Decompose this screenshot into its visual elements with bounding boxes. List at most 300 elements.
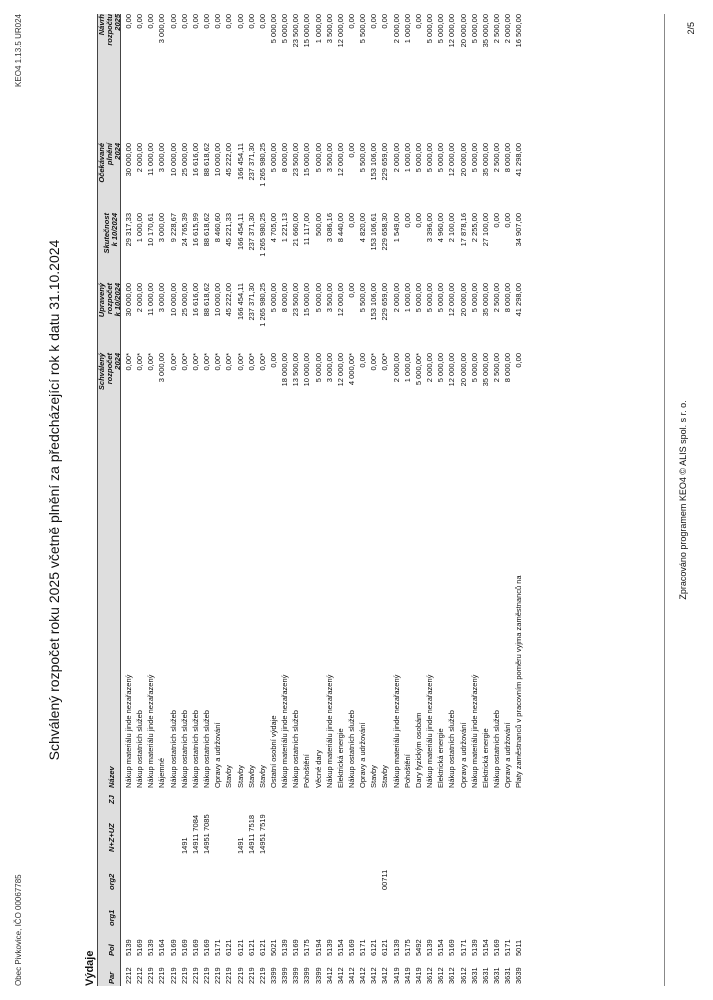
cell-actual: 2 255,00	[469, 213, 479, 243]
cell-actual: 4 705,00	[268, 213, 278, 243]
cell-proposal-2025: 12 000,00	[335, 14, 345, 48]
cell-approved-2024: 0,00*	[190, 353, 200, 371]
cell-adjusted: 15 000,00	[302, 283, 312, 317]
cell-paragraph: 3412	[347, 967, 356, 984]
col-header-adjusted-line2: rozpočet	[105, 283, 114, 315]
col-header-expected-line3: 2024	[113, 143, 122, 160]
cell-approved-2024: 1 000,00	[402, 353, 412, 383]
col-header-org2: org2	[107, 873, 116, 890]
cell-adjusted: 12 000,00	[335, 283, 345, 317]
cell-actual: 11 117,00	[302, 213, 312, 246]
cell-approved-2024: 12 000,00	[447, 353, 457, 387]
cell-name: Nákup materiálu jinde nezařazený	[280, 674, 290, 788]
cell-expected: 8 000,00	[503, 143, 513, 173]
cell-proposal-2025: 2 000,00	[391, 14, 401, 44]
cell-approved-2024: 0,00*	[168, 353, 178, 371]
cell-proposal-2025: 0,00	[190, 14, 200, 29]
col-header-org1: org1	[107, 909, 116, 926]
cell-name: Ostatní osobní výdaje	[268, 715, 278, 788]
cell-expected: 41 298,00	[514, 143, 524, 177]
cell-name: Nákup ostatních služeb	[135, 710, 145, 788]
cell-actual: 0,00	[347, 213, 356, 228]
cell-approved-2024: 13 500,00	[291, 353, 301, 387]
cell-item: 5169	[491, 939, 501, 956]
cell-adjusted: 16 616,00	[190, 283, 200, 317]
col-header-proposal-line2: rozpočtu	[105, 14, 114, 46]
cell-proposal-2025: 3 500,00	[324, 14, 334, 44]
cell-expected: 11 000,00	[146, 143, 156, 176]
cell-name: Nákup ostatních služeb	[168, 710, 178, 788]
cell-proposal-2025: 5 000,00	[436, 14, 446, 44]
cell-name: Nájemné	[157, 757, 167, 788]
cell-item: 5139	[124, 939, 133, 956]
cell-name: Nákup ostatních služeb	[347, 710, 356, 788]
table-row	[179, 0, 190, 1000]
col-header-adjusted-line1: Upravený	[97, 283, 106, 318]
cell-name: Nákup ostatních služeb	[202, 710, 212, 788]
cell-adjusted: 41 298,00	[514, 283, 524, 317]
cell-approved-2024: 18 000,00	[280, 353, 290, 387]
cell-proposal-2025: 20 000,00	[458, 14, 468, 48]
cell-item: 5171	[458, 939, 468, 956]
footer-rule	[664, 14, 665, 986]
cell-proposal-2025: 0,00	[146, 14, 156, 29]
cell-paragraph: 3631	[491, 967, 501, 984]
cell-actual: 3 000,00	[157, 213, 167, 243]
cell-paragraph: 3419	[402, 967, 412, 984]
table-row	[391, 0, 402, 1000]
cell-expected: 3 500,00	[324, 143, 334, 173]
cell-item: 5175	[302, 939, 312, 956]
cell-actual: 88 618,62	[202, 213, 212, 247]
cell-adjusted: 5 000,00	[436, 283, 446, 313]
cell-adjusted: 1 000,00	[402, 283, 412, 313]
cell-approved-2024: 0,00*	[369, 353, 379, 371]
table-row	[223, 0, 234, 1000]
cell-item: 5139	[391, 939, 401, 956]
cell-paragraph: 3631	[469, 967, 479, 984]
col-header-pol: Pol	[107, 944, 116, 956]
cell-actual: 229 658,30	[380, 213, 390, 251]
cell-item: 5139	[324, 939, 334, 956]
cell-paragraph: 3399	[291, 967, 301, 984]
cell-proposal-2025: 0,00	[213, 14, 223, 29]
cell-approved-2024: 2 500,00	[491, 353, 501, 383]
cell-approved-2024: 0,00*	[380, 353, 390, 371]
cell-expected: 1 000,00	[402, 143, 412, 173]
table-row	[324, 0, 335, 1000]
cell-proposal-2025: 5 000,00	[280, 14, 290, 44]
cell-proposal-2025: 0,00	[235, 14, 245, 29]
col-header-par: Par	[107, 971, 116, 984]
cell-proposal-2025: 1 000,00	[402, 14, 412, 44]
cell-proposal-2025: 0,00	[202, 14, 212, 29]
cell-approved-2024: 12 000,00	[335, 353, 345, 387]
col-header-approved-2024	[98, 353, 122, 415]
cell-item: 5164	[157, 939, 167, 956]
cell-name: Nákup materiálu jinde nezařazený	[391, 674, 401, 788]
cell-name: Nákup ostatních služeb	[491, 710, 501, 788]
cell-item: 5171	[503, 939, 513, 956]
cell-adjusted: 23 500,00	[291, 283, 301, 317]
cell-name: Nákup ostatních služeb	[179, 710, 189, 788]
col-header-approved-line2: rozpočet	[105, 353, 114, 385]
cell-paragraph: 3612	[447, 967, 457, 984]
table-row	[290, 0, 301, 1000]
cell-approved-2024: 0,00*	[135, 353, 145, 371]
cell-actual: 29 317,33	[124, 213, 133, 247]
cell-name: Platy zaměstnanců v pracovním poměru vyjma zaměstnanců na	[514, 575, 524, 788]
cell-paragraph: 3612	[425, 967, 435, 984]
cell-proposal-2025: 35 000,00	[480, 14, 490, 48]
cell-expected: 5 000,00	[313, 143, 323, 173]
table-row	[246, 0, 257, 1000]
cell-expected: 5 000,00	[425, 143, 435, 173]
cell-name: Opravy a udržování	[213, 722, 223, 788]
cell-approved-2024: 0,00	[514, 353, 524, 368]
cell-item: 6121	[369, 939, 379, 956]
cell-paragraph: 3412	[358, 967, 368, 984]
cell-adjusted: 30 000,00	[124, 283, 133, 317]
cell-actual: 8 440,00	[335, 213, 345, 243]
cell-name: Stavby	[380, 765, 390, 788]
col-header-zj: ZJ	[107, 795, 116, 804]
cell-approved-2024: 3 000,00	[324, 353, 334, 383]
cell-proposal-2025: 12 000,00	[447, 14, 457, 48]
cell-paragraph: 2212	[124, 967, 133, 984]
cell-paragraph: 3419	[413, 967, 423, 984]
page-number: 2/5	[686, 22, 696, 35]
cell-actual: 4 960,00	[436, 213, 446, 243]
cell-adjusted: 3 500,00	[324, 283, 334, 313]
cell-paragraph: 3412	[324, 967, 334, 984]
cell-name: Nákup ostatních služeb	[447, 710, 457, 788]
cell-expected: 3 000,00	[157, 143, 167, 173]
table-row	[301, 0, 312, 1000]
cell-actual: 0,00	[413, 213, 423, 228]
cell-expected: 30 000,00	[124, 143, 133, 177]
table-row	[190, 0, 201, 1000]
cell-actual: 237 371,30	[246, 213, 256, 251]
cell-paragraph: 3612	[436, 967, 446, 984]
cell-item: 5021	[268, 939, 278, 956]
cell-item: 5139	[425, 939, 435, 956]
col-header-nazev: Název	[107, 766, 116, 788]
cell-item: 5154	[480, 939, 490, 956]
cell-expected: 23 500,00	[291, 143, 301, 177]
cell-actual: 1 265 980,25	[257, 213, 267, 257]
cell-expected: 10 000,00	[168, 143, 178, 177]
table-row	[502, 0, 513, 1000]
cell-paragraph: 3399	[280, 967, 290, 984]
cell-actual: 0,00	[503, 213, 513, 228]
cell-expected: 1 265 980,25	[257, 143, 267, 187]
cell-name: Věcné dary	[313, 750, 323, 788]
col-header-expected	[98, 143, 122, 205]
cell-adjusted: 8 000,00	[280, 283, 290, 313]
table-row	[235, 0, 246, 1000]
cell-name: Opravy a udržování	[358, 722, 368, 788]
table-row	[212, 0, 223, 1000]
cell-actual: 9 228,67	[168, 213, 178, 243]
cell-approved-2024: 0,00	[358, 353, 368, 368]
cell-expected: 166 454,11	[235, 143, 245, 180]
cell-adjusted: 10 000,00	[168, 283, 178, 317]
cell-expected: 0,00	[347, 143, 356, 158]
cell-actual: 17 878,16	[458, 213, 468, 247]
cell-approved-2024: 0,00*	[257, 353, 267, 371]
cell-nzuz: 1491	[235, 837, 245, 854]
cell-item: 6121	[235, 939, 245, 956]
table-row	[469, 0, 480, 1000]
cell-adjusted: 3 000,00	[157, 283, 167, 313]
table-row	[379, 0, 390, 1000]
cell-nzuz: 14951 7085	[202, 814, 212, 854]
cell-adjusted: 166 454,11	[235, 283, 245, 320]
cell-adjusted: 12 000,00	[447, 283, 457, 317]
cell-paragraph: 3631	[480, 967, 490, 984]
cell-paragraph: 3412	[369, 967, 379, 984]
cell-approved-2024: 3 000,00	[157, 353, 167, 383]
cell-actual: 500,00	[313, 213, 323, 236]
cell-item: 5169	[447, 939, 457, 956]
cell-adjusted: 0,00	[347, 283, 356, 298]
cell-item: 5139	[146, 939, 156, 956]
cell-item: 5139	[280, 939, 290, 956]
cell-expected: 2 000,00	[391, 143, 401, 173]
cell-approved-2024: 0,00*	[146, 353, 156, 371]
cell-adjusted: 237 371,30	[246, 283, 256, 321]
cell-paragraph: 3412	[335, 967, 345, 984]
table-row	[368, 0, 379, 1000]
cell-name: Opravy a udržování	[458, 722, 468, 788]
cell-paragraph: 2219	[213, 967, 223, 984]
cell-item: 6121	[246, 939, 256, 956]
cell-approved-2024: 0,00	[268, 353, 278, 368]
cell-name: Nákup ostatních služeb	[291, 710, 301, 788]
col-header-expected-line1: Očekávané	[97, 143, 106, 183]
cell-actual: 27 100,00	[480, 213, 490, 247]
cell-paragraph: 3412	[380, 967, 390, 984]
cell-actual: 1 000,00	[135, 213, 145, 243]
cell-name: Stavby	[235, 765, 245, 788]
cell-item: 5169	[135, 939, 145, 956]
cell-expected: 15 000,00	[302, 143, 312, 177]
cell-item: 5169	[179, 939, 189, 956]
cell-approved-2024: 0,00*	[124, 353, 133, 371]
cell-approved-2024: 5 000,00*	[413, 353, 423, 386]
cell-adjusted: 5 500,00	[358, 283, 368, 313]
cell-approved-2024: 5 000,00	[313, 353, 323, 383]
col-header-proposal-line1: Návrh	[97, 14, 106, 36]
cell-item: 5175	[402, 939, 412, 956]
cell-expected: 35 000,00	[480, 143, 490, 177]
table-row	[424, 0, 435, 1000]
cell-nzuz: 14911 7518	[246, 814, 256, 854]
cell-paragraph: 2219	[146, 967, 156, 984]
cell-proposal-2025: 16 500,00	[514, 14, 524, 48]
cell-org2: 00711	[380, 869, 390, 890]
cell-actual: 34 907,00	[514, 213, 524, 247]
col-header-approved-line1: Schválený	[97, 353, 106, 391]
cell-item: 5154	[335, 939, 345, 956]
cell-actual: 4 820,00	[358, 213, 368, 243]
cell-proposal-2025: 2 000,00	[503, 14, 513, 44]
cell-item: 5154	[436, 939, 446, 956]
col-header-adjusted	[98, 283, 122, 345]
footer-text: Zpracováno programem KEO4 © ALIS spol. s r. o.	[678, 400, 688, 600]
cell-expected: 12 000,00	[447, 143, 457, 177]
col-header-proposal-2025	[98, 14, 122, 134]
cell-adjusted: 45 222,00	[224, 283, 234, 317]
cell-nzuz: 14911 7084	[190, 814, 200, 854]
cell-expected: 237 371,30	[246, 143, 256, 181]
cell-paragraph: 2219	[202, 967, 212, 984]
cell-expected: 5 000,00	[413, 143, 423, 173]
table-row	[201, 0, 212, 1000]
cell-paragraph: 3399	[302, 967, 312, 984]
cell-proposal-2025: 2 500,00	[491, 14, 501, 44]
cell-expected: 16 616,00	[190, 143, 200, 177]
cell-nzuz: 1491	[179, 837, 189, 854]
cell-item: 5169	[190, 939, 200, 956]
cell-adjusted: 8 000,00	[503, 283, 513, 313]
cell-expected: 5 000,00	[436, 143, 446, 173]
cell-name: Elektrická energie	[480, 728, 490, 788]
cell-paragraph: 3639	[514, 967, 524, 984]
cell-proposal-2025: 1 000,00	[313, 14, 323, 44]
cell-adjusted: 10 000,00	[213, 283, 223, 317]
cell-proposal-2025: 0,00	[179, 14, 189, 29]
table-row	[446, 0, 457, 1000]
cell-adjusted: 5 000,00	[469, 283, 479, 313]
table-row	[413, 0, 424, 1000]
table-row	[134, 0, 145, 1000]
cell-adjusted: 229 659,00	[380, 283, 390, 321]
cell-approved-2024: 35 000,00	[480, 353, 490, 387]
cell-item: 6121	[224, 939, 234, 956]
cell-adjusted: 2 500,00	[491, 283, 501, 313]
cell-paragraph: 2219	[168, 967, 178, 984]
cell-proposal-2025: 0,00	[124, 14, 133, 29]
cell-item: 5171	[213, 939, 223, 956]
col-header-actual-line2: k 10/2024	[110, 213, 119, 247]
cell-name: Pohoštění	[302, 754, 312, 788]
cell-name: Nákup materiálu jinde nezařazený	[324, 674, 334, 788]
cell-paragraph: 2219	[157, 967, 167, 984]
cell-item: 5492	[413, 939, 423, 956]
cell-adjusted: 153 106,00	[369, 283, 379, 321]
cell-adjusted: 25 000,00	[179, 283, 189, 317]
cell-actual: 45 221,33	[224, 213, 234, 247]
table-row	[357, 0, 368, 1000]
cell-approved-2024: 10 000,00	[302, 353, 312, 387]
col-header-expected-line2: plnění	[105, 143, 114, 166]
cell-name: Stavby	[257, 765, 267, 788]
cell-name: Pohoštění	[402, 754, 412, 788]
cell-adjusted: 2 000,00	[391, 283, 401, 313]
cell-approved-2024: 4 000,00*	[347, 353, 356, 386]
col-header-approved-line3: 2024	[113, 353, 122, 370]
cell-actual: 153 106,61	[369, 213, 379, 251]
cell-item: 5171	[358, 939, 368, 956]
cell-paragraph: 2219	[235, 967, 245, 984]
cell-actual: 1 221,13	[280, 213, 290, 243]
cell-name: Dary fyzickým osobám	[413, 712, 423, 788]
cell-name: Elektrická energie	[335, 728, 345, 788]
table-row	[513, 0, 524, 1000]
table-row	[279, 0, 290, 1000]
cell-proposal-2025: 5 000,00	[425, 14, 435, 44]
cell-expected: 5 000,00	[268, 143, 278, 173]
cell-proposal-2025: 15 000,00	[302, 14, 312, 48]
cell-actual: 2 100,00	[447, 213, 457, 243]
cell-adjusted: 5 000,00	[413, 283, 423, 313]
cell-proposal-2025: 0,00	[347, 14, 356, 29]
cell-approved-2024: 0,00*	[202, 353, 212, 371]
table-row	[123, 0, 134, 1000]
cell-actual: 24 765,39	[179, 213, 189, 247]
cell-expected: 12 000,00	[335, 143, 345, 177]
table-row	[435, 0, 446, 1000]
table-row	[335, 0, 346, 1000]
cell-adjusted: 20 000,00	[458, 283, 468, 317]
col-header-actual-line1: Skutečnost	[102, 213, 111, 254]
cell-approved-2024: 0,00*	[213, 353, 223, 371]
cell-proposal-2025: 23 500,00	[291, 14, 301, 48]
cell-actual: 0,00	[402, 213, 412, 228]
cell-proposal-2025: 0,00	[246, 14, 256, 29]
cell-actual: 16 615,99	[190, 213, 200, 247]
cell-approved-2024: 20 000,00	[458, 353, 468, 387]
cell-name: Stavby	[246, 765, 256, 788]
cell-proposal-2025: 5 000,00	[469, 14, 479, 44]
table-row	[402, 0, 413, 1000]
cell-name: Nákup materiálu jinde nezařazený	[425, 674, 435, 788]
cell-proposal-2025: 0,00	[135, 14, 145, 29]
table-row	[458, 0, 469, 1000]
cell-paragraph: 2219	[179, 967, 189, 984]
table-row	[313, 0, 324, 1000]
section-title: Výdaje	[84, 950, 96, 986]
cell-approved-2024: 0,00*	[224, 353, 234, 371]
cell-expected: 5 500,00	[358, 143, 368, 173]
table-row	[491, 0, 502, 1000]
header-program-version: KEO4 1.13.5 UR024	[14, 14, 23, 87]
cell-adjusted: 88 618,62	[202, 283, 212, 317]
cell-expected: 20 000,00	[458, 143, 468, 177]
cell-nzuz: 14951 7519	[257, 814, 267, 854]
cell-expected: 45 222,00	[224, 143, 234, 177]
cell-expected: 88 618,62	[202, 143, 212, 177]
cell-item: 5139	[469, 939, 479, 956]
cell-expected: 2 000,00	[135, 143, 145, 173]
cell-approved-2024: 0,00*	[246, 353, 256, 371]
table-row	[268, 0, 279, 1000]
table-row	[156, 0, 167, 1000]
cell-approved-2024: 2 000,00	[391, 353, 401, 383]
cell-approved-2024: 8 000,00	[503, 353, 513, 383]
cell-approved-2024: 5 000,00	[436, 353, 446, 383]
cell-item: 5194	[313, 939, 323, 956]
cell-adjusted: 5 000,00	[268, 283, 278, 313]
col-header-nzuz: N+Z+UZ	[107, 823, 116, 852]
cell-approved-2024: 0,00*	[235, 353, 245, 371]
cell-name: Nákup ostatních služeb	[190, 710, 200, 788]
cell-expected: 25 000,00	[179, 143, 189, 177]
cell-paragraph: 3612	[458, 967, 468, 984]
cell-proposal-2025: 0,00	[369, 14, 379, 29]
